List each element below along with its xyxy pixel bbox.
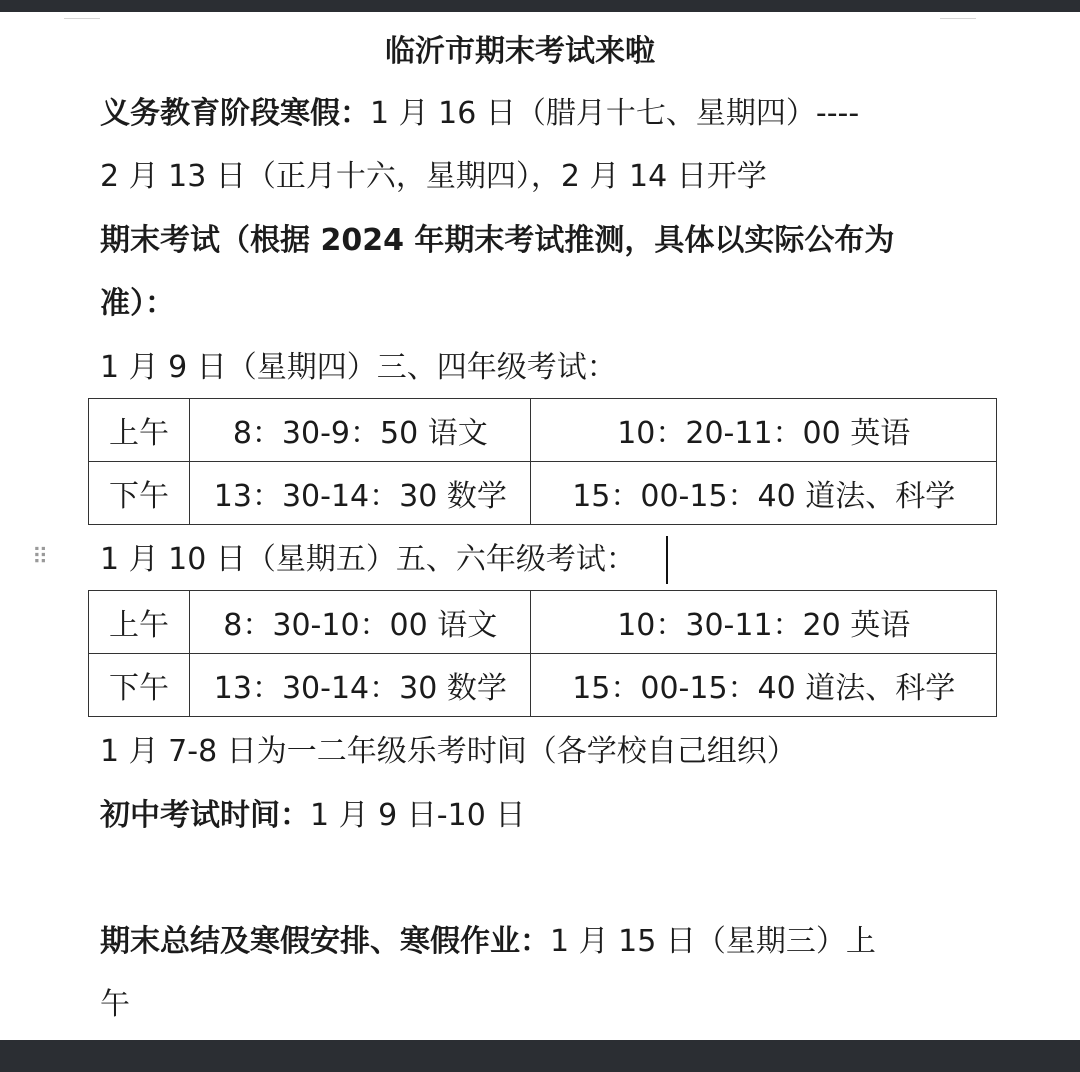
grade34-schedule-table (88, 398, 997, 525)
exam-slot-cell: 8：30-10：00 语文 (190, 591, 531, 654)
table-row (89, 591, 997, 654)
page-corner-mark-left (64, 12, 100, 19)
text-cursor (666, 536, 668, 584)
period-cell: 下午 (89, 654, 190, 717)
exam-slot-cell: 15：00-15：40 道法、科学 (531, 654, 997, 717)
page-corner-mark-right (940, 12, 976, 19)
summary-date: 1 月 15 日（星期三）上 (550, 924, 876, 959)
document-title: 临沂市期末考试来啦 (385, 34, 655, 69)
period-cell: 下午 (89, 462, 190, 525)
top-frame-bar (0, 0, 1080, 12)
winter-break-start: 1 月 16 日（腊月十七、星期四）---- (370, 96, 860, 131)
bottom-frame-bar (0, 1040, 1080, 1072)
exam-slot-cell: 13：30-14：30 数学 (190, 654, 531, 717)
drag-handle-icon[interactable]: ⠿ (32, 545, 51, 570)
winter-break-line-1 (100, 92, 859, 136)
exam-slot-cell: 10：30-11：20 英语 (531, 591, 997, 654)
table-row (89, 462, 997, 525)
grade12-note: 1 月 7-8 日为一二年级乐考时间（各学校自己组织） (100, 734, 797, 769)
grade56-heading[interactable]: 1 月 10 日（星期五）五、六年级考试： (100, 542, 636, 577)
exam-slot-cell: 13：30-14：30 数学 (190, 462, 531, 525)
summary-label: 期末总结及寒假安排、寒假作业： (100, 924, 550, 959)
table-row (89, 399, 997, 462)
winter-break-line-2: 2 月 13 日（正月十六，星期四），2 月 14 日开学 (100, 159, 767, 194)
summary-line-1 (100, 920, 876, 964)
junior-high-line (100, 794, 525, 838)
final-exam-note-line-2: 准）： (100, 286, 175, 321)
exam-slot-cell: 10：20-11：00 英语 (531, 399, 997, 462)
exam-slot-cell: 15：00-15：40 道法、科学 (531, 462, 997, 525)
table-row (89, 654, 997, 717)
junior-high-label: 初中考试时间： (100, 798, 310, 833)
exam-slot-cell: 8：30-9：50 语文 (190, 399, 531, 462)
summary-line-2: 午 (100, 987, 130, 1022)
winter-break-label: 义务教育阶段寒假： (100, 96, 370, 131)
period-cell: 上午 (89, 399, 190, 462)
junior-high-dates: 1 月 9 日-10 日 (310, 798, 526, 833)
period-cell: 上午 (89, 591, 190, 654)
grade34-heading: 1 月 9 日（星期四）三、四年级考试： (100, 350, 617, 385)
grade56-schedule-table (88, 590, 997, 717)
final-exam-note-line-1: 期末考试（根据 2024 年期末考试推测，具体以实际公布为 (100, 223, 895, 258)
